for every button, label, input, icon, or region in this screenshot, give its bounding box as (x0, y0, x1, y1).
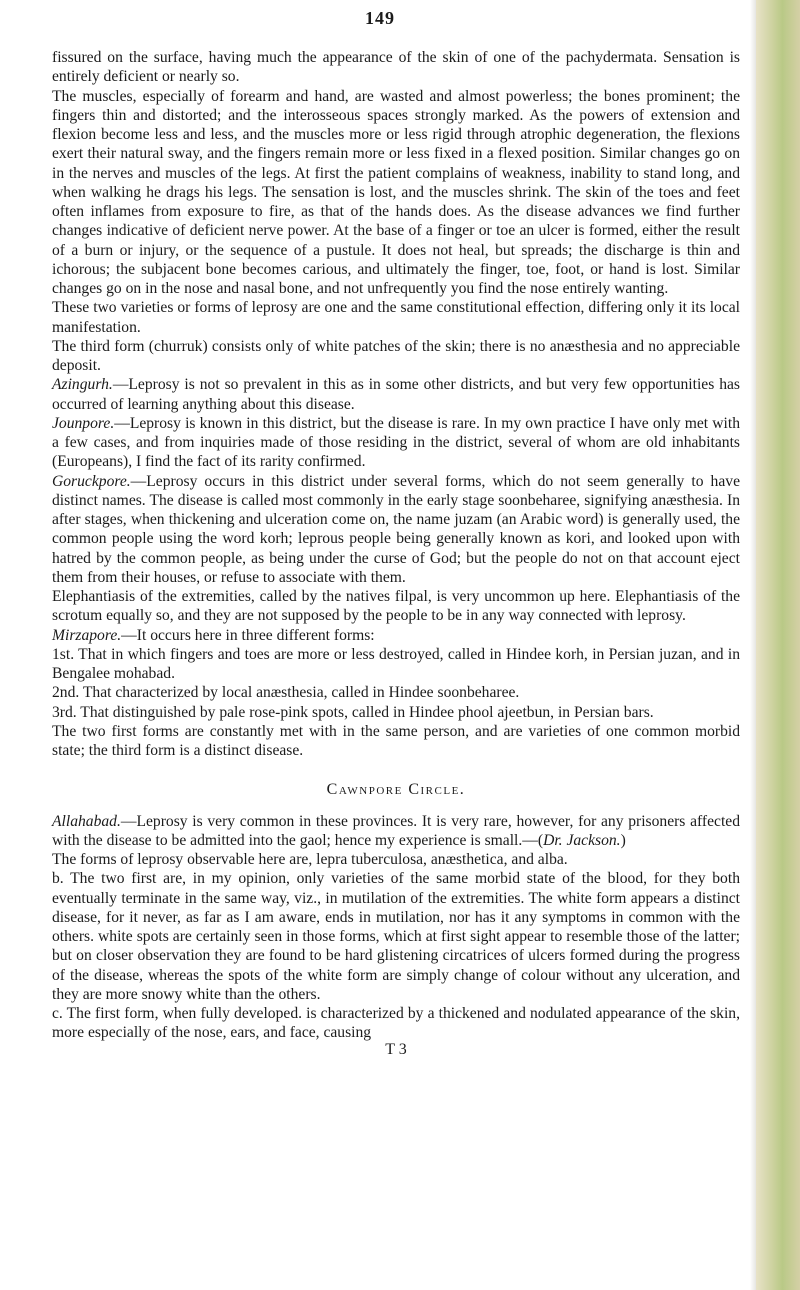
paragraph-pachydermata: fissured on the surface, having much the appearance of the skin of one of the pachydermata. Sensation is entirely deficient or nearly so. (52, 49, 740, 86)
signature-mark: T 3 (385, 1040, 407, 1058)
allahabad-text: —Leprosy is very common in these provinces. It is very rare, however, for any prisoners affected with the disease to be admitted into the gaol; hence my experience is small.—( (52, 812, 740, 849)
paragraph-allahabad (52, 812, 740, 851)
place-name-mirzapore: Mirzapore. (52, 626, 122, 644)
mirzapore-form-3: 3rd. That distinguished by pale rose-pink spots, called in Hindee phool ajeetbun, in Persian bars. (52, 703, 654, 721)
binding-shadow (750, 0, 756, 1290)
paragraph-mirzapore (52, 626, 740, 645)
place-name-allahabad: Allahabad. (52, 812, 121, 830)
azingurh-text: —Leprosy is not so prevalent in this as in some other districts, and but very few opportunities has occurred of learning anything about this disease. (52, 376, 740, 413)
place-name-azingurh: Azingurh. (52, 376, 113, 394)
goruckpore-text: —Leprosy occurs in this district under several forms, which do not seem generally to have distinct names. The disease is called most commonly in the early stage soonbeharee, signifying anæsthesia. In after stages, when thickening and ulceration come on, the name juzam (an Arabic word) is generally used, the common people using the word korh; leprous people being generally known as kori, and looked upon with hatred by the common people, as being under the curse of God; but the people do not on that account eject them from their houses, or refuse to associate with them. (52, 472, 740, 586)
place-name-jounpore: Jounpore. (52, 414, 115, 432)
paragraph-elephantiasis: Elephantiasis of the extremities, called by the natives filpal, is very uncommon up here. Elephantiasis of the scrotum equally so, and they are not supposed by the people to be in any way connected with leprosy. (52, 588, 740, 625)
jounpore-text: —Leprosy is known in this district, but the disease is rare. In my own practice I have only met with a few cases, and from inquiries made of those residing in the district, several of whom are old inhabitants (Europeans), I find the fact of its rarity confirmed. (52, 414, 740, 471)
place-name-goruckpore: Goruckpore. (52, 472, 131, 490)
page-number: 149 (365, 8, 395, 28)
paragraph-third-form: The third form (churruk) consists only of white patches of the skin; there is no anæsthesia and no appreciable deposit. (52, 337, 740, 374)
page-binding-edge (756, 0, 800, 1290)
section-heading-cawnpore-circle: Cawnpore Circle. (326, 781, 466, 799)
paragraph-jounpore (52, 414, 740, 472)
allahabad-text-end: ) (620, 831, 626, 849)
paragraph-two-varieties: These two varieties or forms of leprosy are one and the same constitutional effection, differing only it its local manifestation. (52, 299, 740, 336)
paragraph-c: c. The first form, when fully developed. is characterized by a thickened and nodulated appearance of the skin, more especially of the nose, ears, and face, causing (52, 1005, 740, 1042)
paragraph-forms-observable: The forms of leprosy observable here are, lepra tuberculosa, anæsthetica, and alba. (52, 851, 568, 868)
page-body (52, 48, 740, 1059)
mirzapore-text: —It occurs here in three different forms: (121, 626, 375, 644)
paragraph-goruckpore (52, 472, 740, 588)
paragraph-b: b. The two first are, in my opinion, only varieties of the same morbid state of the blood, for they both eventually terminate in the same way, viz., in mutilation of the extremities. The white form appears a distinct disease, for it never, as far as I am aware, ends in mutilation, nor has it any symptoms in common with the others. white spots are certainly seen in those forms, which at first sight appear to resemble those of the latter; but on closer observation they are found to be hard glistening circatrices of ulcers formed during the progress of the disease, whereas the spots of the white form are simply change of colour without any ulceration, and they are more snowy white than the others. (52, 870, 740, 1003)
mirzapore-form-2: 2nd. That characterized by local anæsthesia, called in Hindee soonbeharee. (52, 684, 520, 702)
mirzapore-form-1: 1st. That in which fingers and toes are more or less destroyed, called in Hindee korh, in Persian juzan, and in Bengalee mohabad. (52, 645, 740, 682)
mirzapore-closing: The two first forms are constantly met with in the same person, and are varieties of one common morbid state; the third form is a distinct disease. (52, 722, 740, 759)
paragraph-azingurh (52, 375, 740, 414)
paragraph-muscles: The muscles, especially of forearm and hand, are wasted and almost powerless; the bones prominent; the fingers thin and distorted; and the interosseous spaces strongly marked. As the powers of extension and flexion become less and less, and the muscles more or less rigid through atrophic degeneration, the flexions exert their natural sway, and the fingers remain more or less fixed in a flexed position. Similar changes go on in the nerves and muscles of the legs. At first the patient complains of weakness, inability to stand long, and when walking he drags his legs. The sensation is lost, and the muscles shrink. The skin of the toes and feet often inflames from exposure to fire, as that of the hands does. As the disease advances we find further changes indicative of deficient nerve power. At the base of a finger or toe an ulcer is formed, either the result of a burn or injury, or the sequence of a pustule. It does not heal, but spreads; the discharge is thin and ichorous; the subjacent bone becomes carious, and ultimately the finger, toe, foot, or hand is lost. Similar changes go on in the nose and nasal bone, and not unfrequently you find the nose entirely wanting. (52, 87, 740, 297)
author-name: Dr. Jackson. (543, 831, 621, 849)
